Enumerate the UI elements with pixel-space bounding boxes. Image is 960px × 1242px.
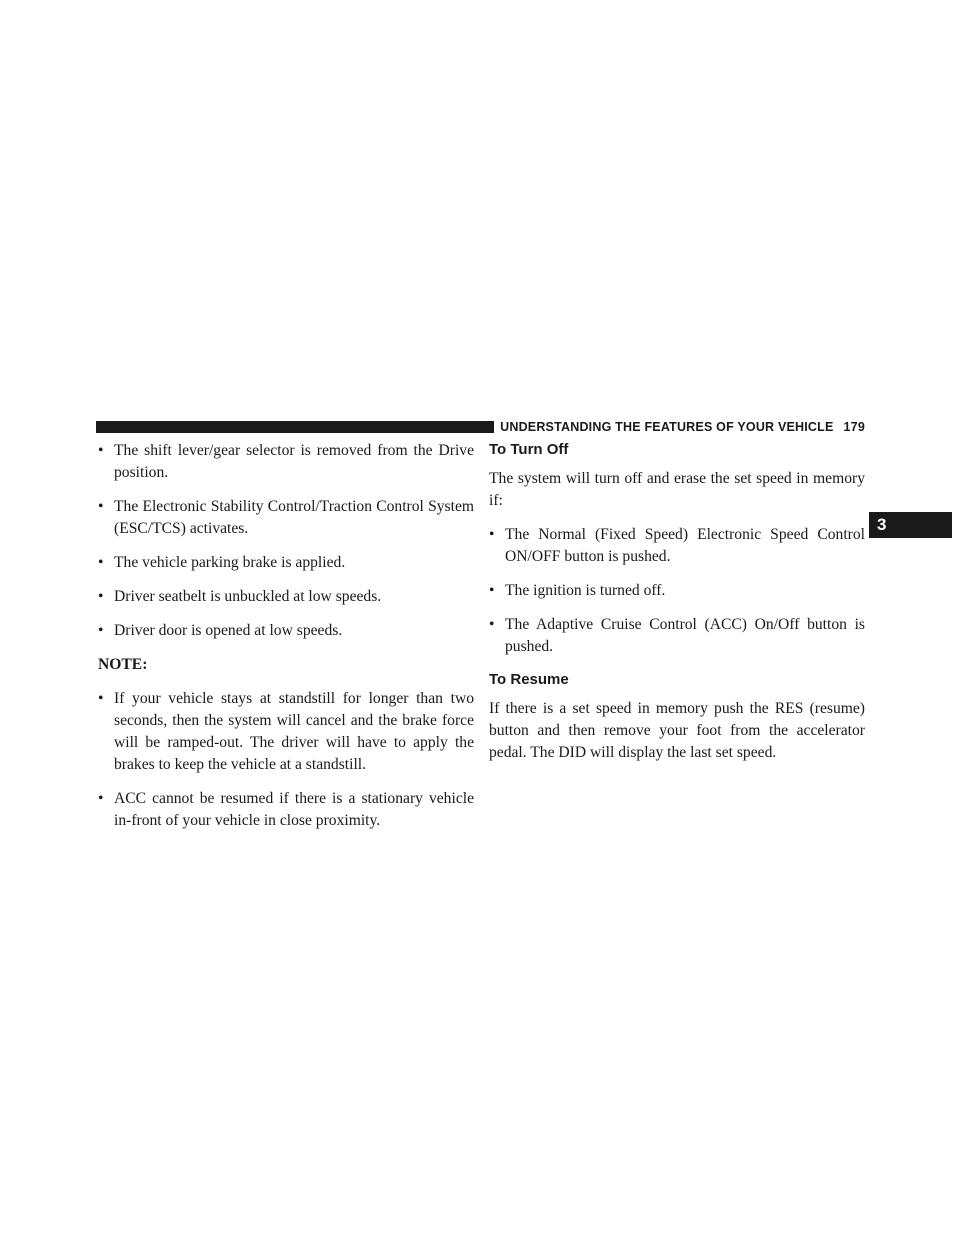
bullet-icon: • bbox=[98, 442, 104, 459]
list-item bbox=[98, 440, 474, 484]
running-header bbox=[502, 417, 865, 437]
list-item bbox=[98, 788, 474, 832]
bullet-icon: • bbox=[489, 526, 495, 543]
list-item-text: The shift lever/gear selector is removed from the Drive position. bbox=[114, 442, 474, 481]
list-item bbox=[98, 620, 474, 642]
list-item-text: The ignition is turned off. bbox=[505, 582, 666, 599]
turn-off-intro: The system will turn off and erase the set speed in memory if: bbox=[489, 470, 865, 509]
note-label: NOTE: bbox=[98, 656, 148, 673]
bullet-icon: • bbox=[98, 588, 104, 605]
page-number: 179 bbox=[843, 420, 865, 434]
bullet-icon: • bbox=[98, 554, 104, 571]
chapter-tab: 3 bbox=[869, 512, 952, 538]
list-item-text: If your vehicle stays at standstill for longer than two seconds, then the system will cancel and the brake force will be ramped-out. The driver will have to apply the brakes to keep the vehicle at a standstill. bbox=[114, 690, 474, 773]
bullet-icon: • bbox=[489, 582, 495, 599]
list-item-text: Driver door is opened at low speeds. bbox=[114, 622, 343, 639]
header-rule bbox=[96, 421, 494, 433]
right-column bbox=[489, 440, 865, 776]
list-item bbox=[98, 688, 474, 776]
bullet-icon: • bbox=[98, 622, 104, 639]
list-item-text: The Adaptive Cruise Control (ACC) On/Off button is pushed. bbox=[505, 616, 865, 655]
list-item bbox=[489, 580, 865, 602]
resume-text: If there is a set speed in memory push the RES (resume) button and then remove your foot from the accelerator pedal. The DID will display the last set speed. bbox=[489, 700, 865, 761]
section-heading-resume: To Resume bbox=[489, 671, 569, 688]
bullet-icon: • bbox=[489, 616, 495, 633]
list-item bbox=[98, 552, 474, 574]
list-item-text: The Electronic Stability Control/Traction Control System (ESC/TCS) activates. bbox=[114, 498, 474, 537]
list-item bbox=[489, 614, 865, 658]
list-item-text: The Normal (Fixed Speed) Electronic Speed Control ON/OFF button is pushed. bbox=[505, 526, 865, 565]
list-item-text: The vehicle parking brake is applied. bbox=[114, 554, 346, 571]
list-item bbox=[98, 586, 474, 608]
left-column bbox=[98, 440, 474, 844]
list-item bbox=[98, 496, 474, 540]
header-title: UNDERSTANDING THE FEATURES OF YOUR VEHICLE bbox=[500, 420, 834, 434]
bullet-icon: • bbox=[98, 790, 104, 807]
section-heading-turn-off: To Turn Off bbox=[489, 441, 569, 458]
list-item-text: ACC cannot be resumed if there is a stationary vehicle in-front of your vehicle in close proximity. bbox=[114, 790, 474, 829]
list-item bbox=[489, 524, 865, 568]
bullet-icon: • bbox=[98, 498, 104, 515]
bullet-icon: • bbox=[98, 690, 104, 707]
list-item-text: Driver seatbelt is unbuckled at low speeds. bbox=[114, 588, 382, 605]
